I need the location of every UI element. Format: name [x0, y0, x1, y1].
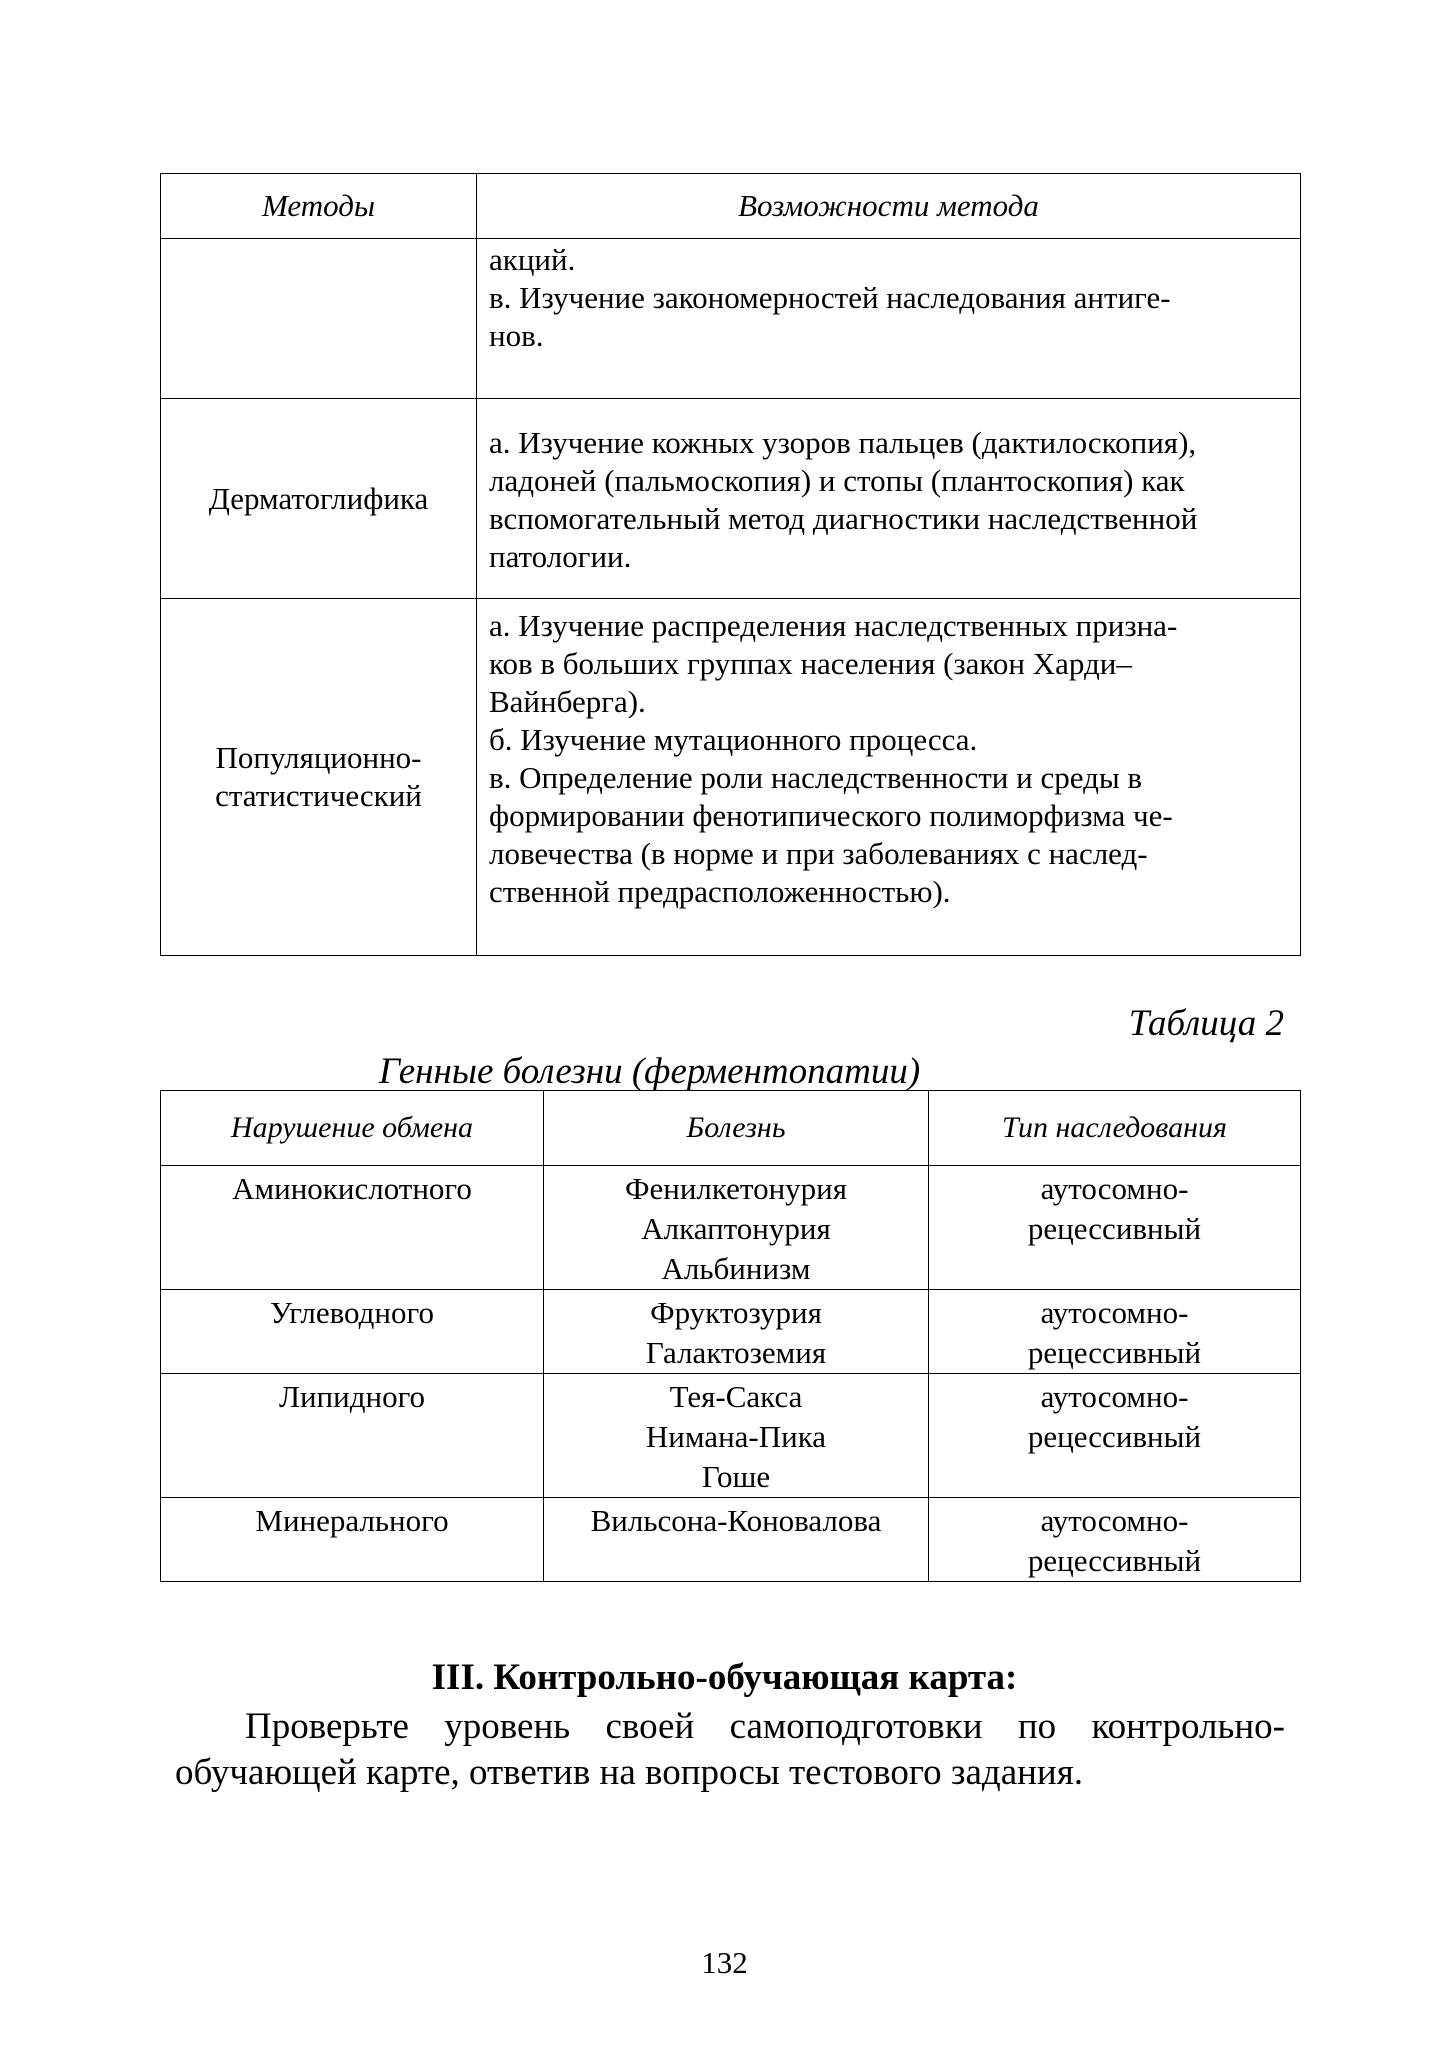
inheritance-line: аутосомно-	[1040, 1171, 1189, 1206]
capabilities-cell	[477, 599, 1301, 956]
capabilities-line: ков в больших группах населения (закон Харди–	[489, 646, 1132, 681]
capabilities-line: а. Изучение кожных узоров пальцев (дактилоскопия),	[489, 424, 1197, 460]
inheritance-line: аутосомно-	[1040, 1503, 1189, 1538]
table-row	[161, 599, 1301, 956]
disease-name: Тея-Сакса	[669, 1379, 803, 1414]
inheritance-cell	[929, 1498, 1301, 1582]
table-title: Генные болезни (ферментопатии)	[378, 1051, 921, 1092]
capabilities-line: в. Определение роли наследственности и среды в	[489, 760, 1143, 795]
disease-name: Гоше	[701, 1459, 771, 1494]
capabilities-line: вспомогательный метод диагностики наследственной	[489, 500, 1198, 536]
capabilities-line: ственной предрасположенностью).	[489, 874, 951, 909]
disease-column-header: Болезнь	[544, 1091, 929, 1166]
method-cell: Дерматоглифика	[161, 399, 477, 599]
inheritance-line: рецессивный	[1027, 1543, 1202, 1578]
disease-name: Галактоземия	[645, 1335, 827, 1370]
disease-name: Алкаптонурия	[641, 1211, 831, 1246]
methods-table	[160, 173, 1301, 956]
capabilities-line: патологии.	[489, 538, 632, 574]
disease-name: Фруктозурия	[650, 1295, 822, 1330]
table-caption: Таблица 2	[1128, 1003, 1284, 1044]
table-row	[161, 1374, 1301, 1498]
disease-cell	[544, 1166, 929, 1290]
capabilities-line: ловечества (в норме и при заболеваниях с наслед-	[489, 836, 1148, 871]
capabilities-cell	[477, 399, 1301, 599]
section-paragraph: Проверьте уровень своей самоподготовки по контрольно-обучающей карте, ответив на вопросы тестового задания.	[175, 1706, 1285, 1793]
inheritance-cell	[929, 1290, 1301, 1374]
page-number: 132	[701, 1945, 748, 1980]
capabilities-line: в. Изучение закономерностей наследования антиге-	[489, 280, 1171, 315]
gene-diseases-table	[160, 1090, 1301, 1582]
inheritance-cell	[929, 1374, 1301, 1498]
capabilities-line: ладоней (пальмоскопия) и стопы (плантоскопия) как	[489, 462, 1185, 498]
capabilities-line: а. Изучение распределения наследственных призна-	[489, 608, 1178, 643]
exchange-cell: Углеводного	[161, 1290, 544, 1374]
disease-cell	[544, 1290, 929, 1374]
methods-table-header-row	[161, 174, 1301, 239]
capabilities-column-header: Возможности метода	[477, 174, 1301, 239]
table-row	[161, 1166, 1301, 1290]
gene-diseases-header-row	[161, 1091, 1301, 1166]
capabilities-line: нов.	[489, 318, 544, 353]
capabilities-line: б. Изучение мутационного процесса.	[489, 722, 978, 757]
disease-name: Нимана-Пика	[645, 1419, 827, 1454]
table-row	[161, 239, 1301, 399]
methods-column-header: Методы	[161, 174, 477, 239]
disease-name: Фенилкетонурия	[624, 1171, 848, 1206]
exchange-cell: Липидного	[161, 1374, 544, 1498]
disease-name: Альбинизм	[661, 1251, 811, 1286]
section-heading: III. Контрольно-обучающая карта:	[431, 1657, 1018, 1698]
table-row	[161, 399, 1301, 599]
inheritance-line: аутосомно-	[1040, 1379, 1189, 1414]
exchange-cell: Минерального	[161, 1498, 544, 1582]
disease-name: Вильсона-Коновалова	[590, 1503, 882, 1538]
table-row	[161, 1498, 1301, 1582]
inheritance-column-header: Тип наследования	[929, 1091, 1301, 1166]
exchange-column-header: Нарушение обмена	[161, 1091, 544, 1166]
capabilities-line: формировании фенотипического полиморфизма че-	[489, 798, 1173, 833]
capabilities-line: акций.	[489, 242, 576, 277]
capabilities-line: Вайнберга).	[489, 684, 646, 719]
inheritance-line: рецессивный	[1027, 1211, 1202, 1246]
table-row	[161, 1290, 1301, 1374]
disease-cell	[544, 1374, 929, 1498]
method-cell: Популяционно- статистический	[161, 599, 477, 956]
capabilities-cell	[477, 239, 1301, 399]
inheritance-line: рецессивный	[1027, 1419, 1202, 1454]
inheritance-line: аутосомно-	[1040, 1295, 1189, 1330]
inheritance-cell	[929, 1166, 1301, 1290]
exchange-cell: Аминокислотного	[161, 1166, 544, 1290]
inheritance-line: рецессивный	[1027, 1335, 1202, 1370]
disease-cell	[544, 1498, 929, 1582]
method-cell	[161, 239, 477, 399]
